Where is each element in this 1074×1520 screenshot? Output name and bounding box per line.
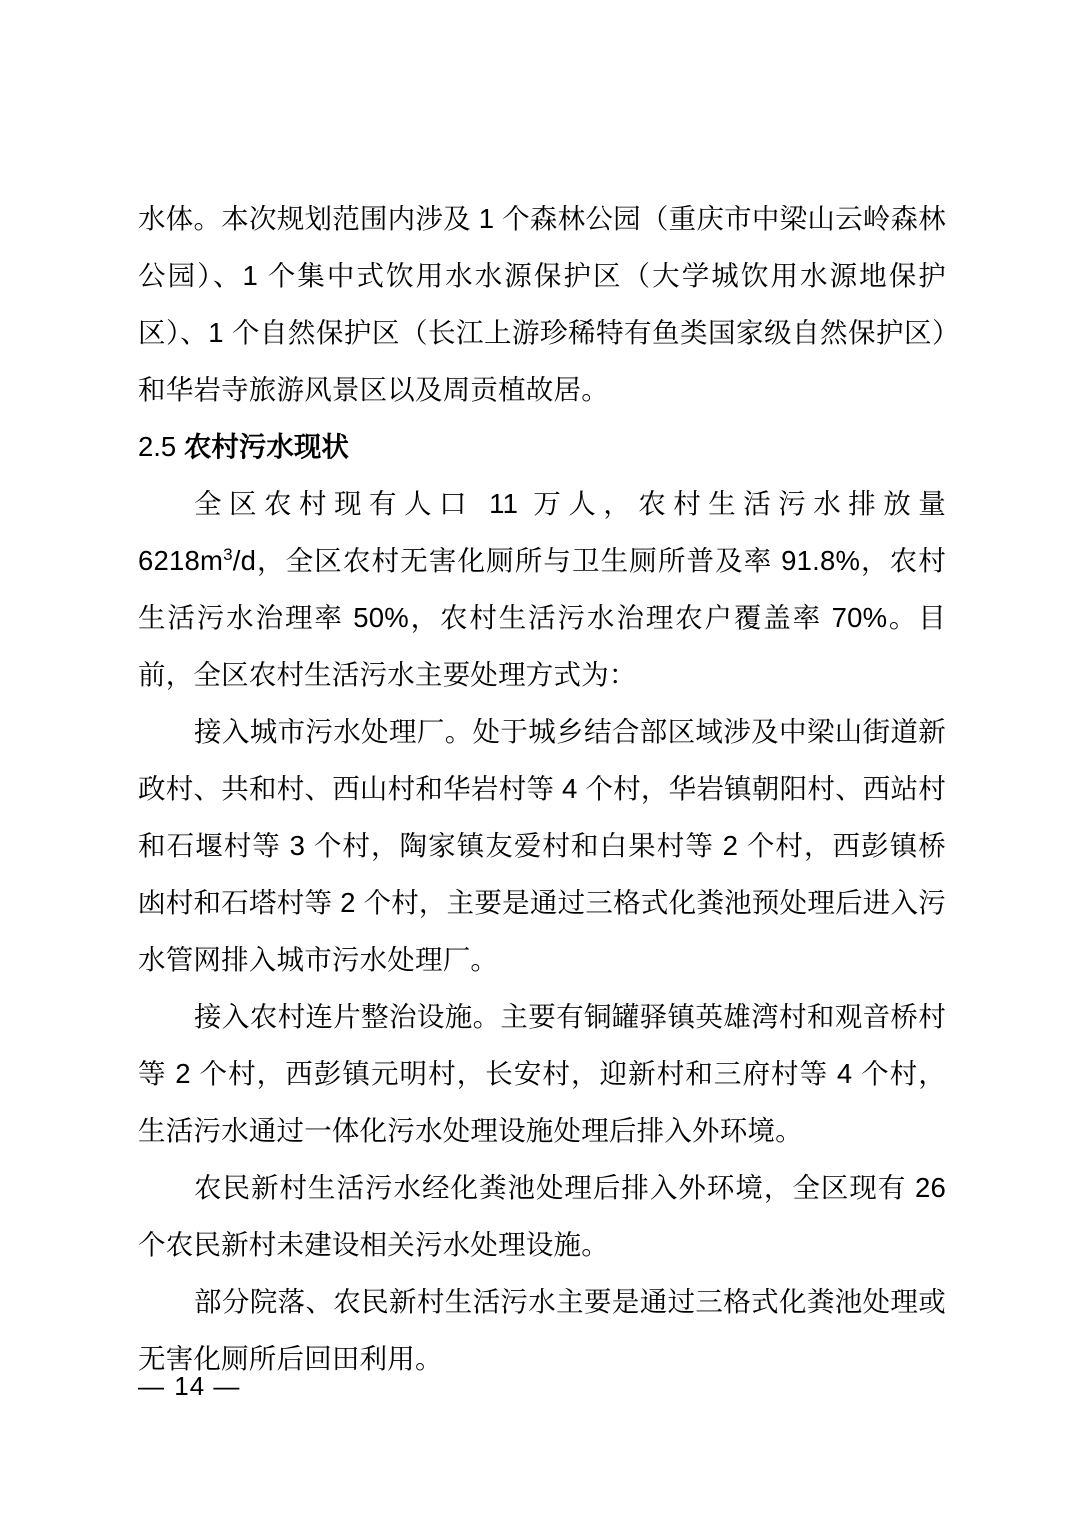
footer-page-number: 14	[174, 1371, 206, 1401]
paragraph-rural-overview	[138, 475, 946, 703]
paragraph-rural-facility: 接入农村连片整治设施。主要有铜罐驿镇英雄湾村和观音桥村等 2 个村，西彭镇元明村，长安村，迎新村和三府村等 4 个村，生活污水通过一体化污水处理设施处理后排入外环境。	[138, 1001, 946, 1146]
paragraph-city-plant: 接入城市污水处理厂。处于城乡结合部区域涉及中梁山街道新政村、共和村、西山村和华岩村等 4 个村，华岩镇朝阳村、西站村和石堰村等 3 个村，陶家镇友爱村和白果村等 2 个村，西彭镇桥凼村和石塔村等 2 个村，主要是通过三格式化粪池预处理后进入污水管网排入城市污水处理厂。	[138, 716, 946, 975]
paragraph-rural-overview-post: /d，全区农村无害化厕所与卫生厕所普及率 91.8%，农村生活污水治理率 50%，农村生活污水治理农户覆盖率 70%。目前，全区农村生活污水主要处理方式为：	[138, 545, 946, 690]
superscript-cubic: 3	[223, 544, 233, 564]
paragraph-intro-continued: 水体。本次规划范围内涉及 1 个森林公园（重庆市中梁山云岭森林公园）、1 个集中式饮用水水源保护区（大学城饮用水源地保护区）、1 个自然保护区（长江上游珍稀特有鱼类国家级自然保护区）和华岩寺旅游风景区以及周贡植故居。	[138, 203, 946, 405]
paragraph-new-village: 农民新村生活污水经化粪池处理后排入外环境，全区现有 26 个农民新村未建设相关污水处理设施。	[138, 1172, 946, 1260]
page-footer	[138, 1371, 241, 1402]
section-heading	[138, 418, 946, 475]
section-number: 2.5	[138, 431, 177, 462]
section-title: 农村污水现状	[183, 431, 349, 462]
footer-dash-right: —	[213, 1371, 242, 1401]
footer-dash-left: —	[138, 1371, 166, 1401]
paragraph-courtyard: 部分院落、农民新村生活污水主要是通过三格式化粪池处理或无害化厕所后回田利用。	[138, 1286, 946, 1374]
paragraph-rural-overview-pre: 全区农村现有人口 11 万人，农村生活污水排放量 6218m	[138, 488, 946, 576]
